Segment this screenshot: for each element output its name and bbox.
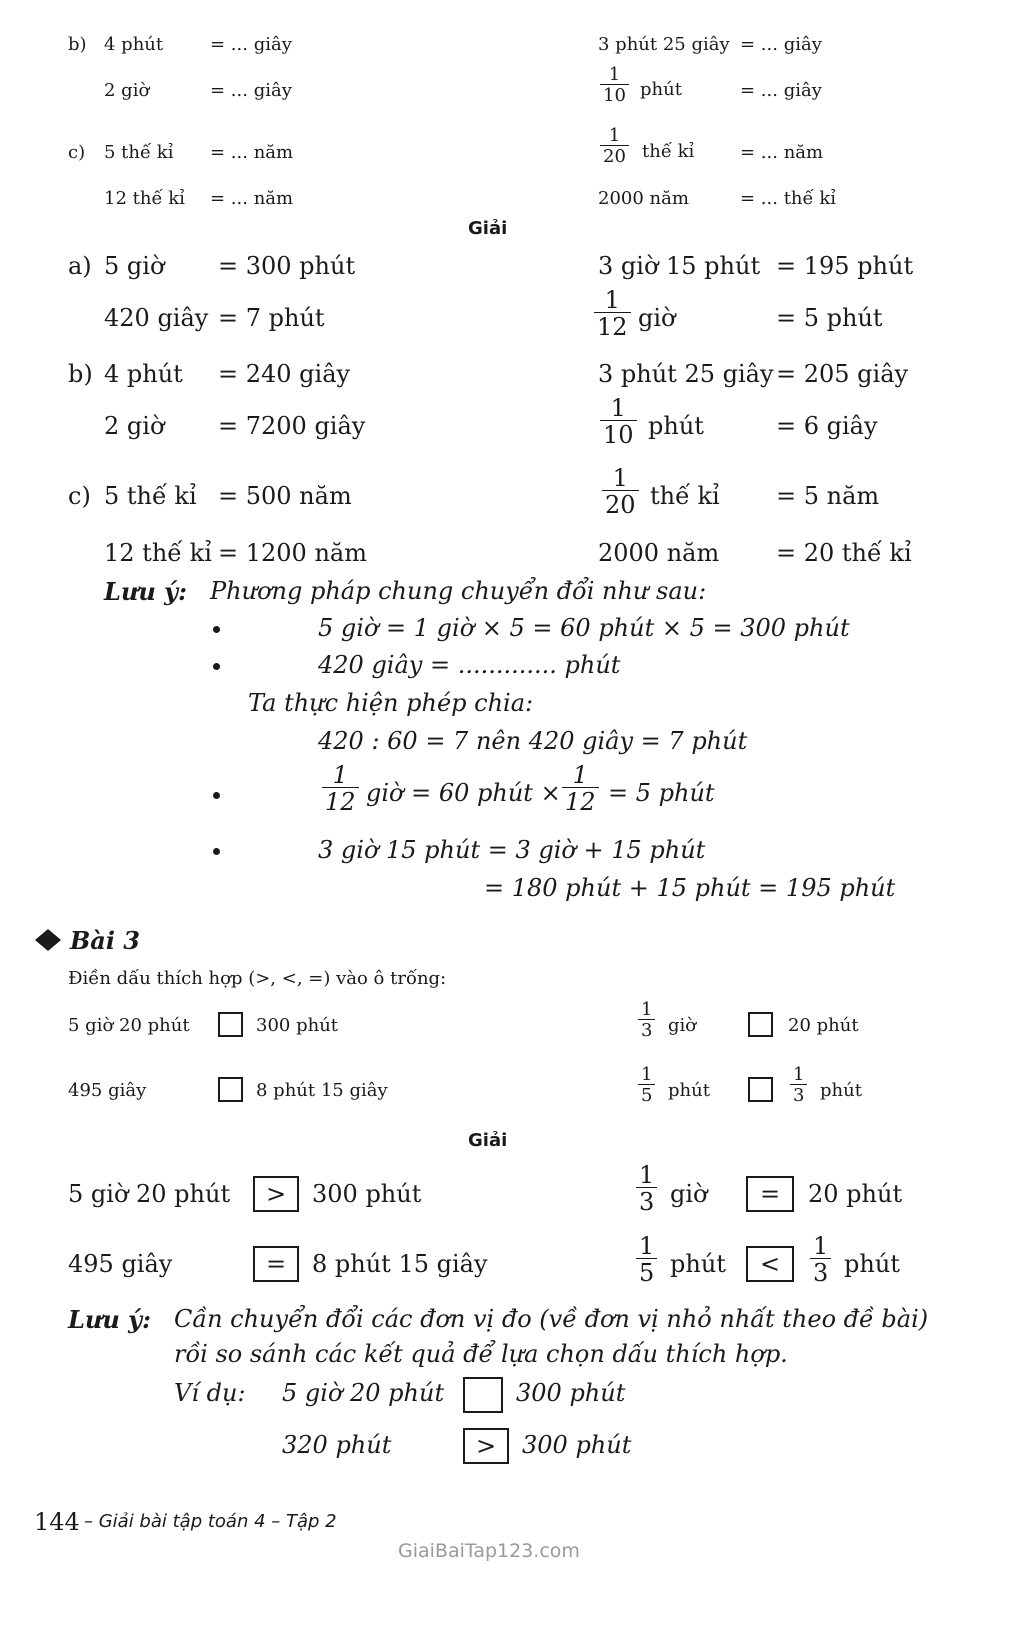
note-line: rồi so sánh các kết quả để lựa chọn dấu thích hợp. [174,1340,788,1368]
fraction [600,66,629,105]
book-title: – Giải bài tập toán 4 – Tập 2 [84,1511,337,1532]
answer-box[interactable]: > [253,1176,299,1212]
result: = 5 phút [776,304,883,332]
term: 12 thế kỉ [104,539,212,567]
label-b: b) [68,360,93,388]
fraction [810,1234,831,1285]
solution-heading: Giải [468,218,508,239]
result: = 7200 giây [218,412,366,440]
note-line: = 5 phút [608,779,715,807]
numerator: 1 [608,64,621,85]
denominator: 20 [602,490,639,517]
result: = 195 phút [776,252,914,280]
term: 8 phút 15 giây [256,1080,388,1101]
numerator: 1 [332,761,348,789]
term: 8 phút 15 giây [312,1250,488,1278]
answer-box[interactable]: = [746,1176,794,1212]
unit: phút [820,1080,862,1101]
term: 300 phút [256,1015,339,1036]
bullet-icon [213,792,220,799]
blank-eq: = ... năm [210,188,294,209]
denominator: 20 [600,145,629,166]
note-line: 5 giờ = 1 giờ × 5 = 60 phút × 5 = 300 phút [318,614,850,642]
blank-eq: = ... năm [740,142,824,163]
label-a: a) [68,252,92,280]
label-c: c) [68,482,91,510]
denominator: 5 [638,1084,655,1105]
note-line: = 180 phút + 15 phút = 195 phút [484,874,896,902]
note-line: Cần chuyển đổi các đơn vị đo (về đơn vị nhỏ nhất theo đề bài) [174,1305,929,1333]
answer-box[interactable]: > [463,1428,509,1464]
answer-box[interactable] [218,1012,243,1037]
blank-eq: = ... giây [210,80,292,101]
note-line: 3 giờ 15 phút = 3 giờ + 15 phút [318,836,706,864]
note-line: 420 : 60 = 7 nên 420 giây = 7 phút [318,727,748,755]
diamond-icon [34,928,62,952]
denominator: 12 [594,312,631,339]
denominator: 5 [636,1258,657,1285]
result: = 6 giây [776,412,878,440]
term: 5 giờ 20 phút [282,1379,445,1407]
label-b: b) [68,34,87,55]
unit: giờ [638,304,676,332]
unit: thế kỉ [642,141,695,162]
term: 495 giây [68,1250,173,1278]
denominator: 10 [600,420,637,447]
note-label: Lưu ý: [104,577,187,606]
numerator: 1 [610,394,626,422]
example-label: Ví dụ: [174,1379,246,1407]
note-label: Lưu ý: [68,1305,151,1334]
note-intro: Phương pháp chung chuyển đổi như sau: [210,577,707,605]
term: 3 giờ 15 phút [598,252,761,280]
bullet-icon [213,626,220,633]
term: 3 phút 25 giây [598,360,774,388]
numerator: 1 [639,1161,655,1189]
result: = 1200 năm [218,539,367,567]
term: 2 giờ [104,412,165,440]
page-number: 144 [34,1508,80,1536]
term: 4 phút [104,360,183,388]
fraction [638,1066,655,1105]
denominator: 3 [638,1019,655,1040]
answer-box[interactable] [748,1012,773,1037]
fraction [562,763,599,814]
numerator: 1 [572,761,588,789]
term: 320 phút [282,1431,392,1459]
result: = 240 giây [218,360,351,388]
answer-box[interactable] [463,1377,503,1413]
fraction [322,763,359,814]
denominator: 3 [790,1084,807,1105]
numerator: 1 [641,1064,653,1085]
blank-eq: = ... giây [740,80,822,101]
note-line: 420 giây = ............. phút [318,651,621,679]
fraction [594,288,631,339]
denominator: 3 [810,1258,831,1285]
result: = 20 thế kỉ [776,539,912,567]
unit: giờ [668,1015,697,1036]
unit: phút [670,1250,726,1278]
result: = 300 phút [218,252,356,280]
fraction [600,396,637,447]
term: 300 phút [312,1180,422,1208]
denominator: 3 [636,1187,657,1214]
fraction [600,127,629,166]
instruction: Điền dấu thích hợp (>, <, =) vào ô trống: [68,968,447,989]
term: 5 thế kỉ [104,482,197,510]
term: 12 thế kỉ [104,188,185,209]
term: 5 giờ 20 phút [68,1180,231,1208]
result: = 7 phút [218,304,325,332]
term: 4 phút [104,34,164,55]
answer-box[interactable] [748,1077,773,1102]
term: 300 phút [516,1379,626,1407]
unit: phút [668,1080,710,1101]
term: 2000 năm [598,539,720,567]
unit: giờ [670,1180,708,1208]
blank-eq: = ... năm [210,142,294,163]
term: 20 phút [808,1180,903,1208]
numerator: 1 [641,999,653,1020]
numerator: 1 [813,1232,829,1260]
numerator: 1 [793,1064,805,1085]
result: = 500 năm [218,482,352,510]
watermark: GiaiBaiTap123.com [398,1540,580,1562]
blank-eq: = ... thế kỉ [740,188,836,209]
denominator: 12 [322,787,359,814]
term: 5 giờ [104,252,165,280]
term: 300 phút [522,1431,632,1459]
fraction [636,1234,657,1285]
result: = 205 giây [776,360,909,388]
blank-eq: = ... giây [740,34,822,55]
term: 5 thế kỉ [104,142,174,163]
blank-eq: = ... giây [210,34,292,55]
unit: thế kỉ [650,482,720,510]
note-line: giờ = 60 phút × [366,779,561,807]
answer-box[interactable]: = [253,1246,299,1282]
numerator: 1 [604,286,620,314]
result: = 5 năm [776,482,880,510]
denominator: 12 [562,787,599,814]
bullet-icon [213,848,220,855]
term: 3 phút 25 giây [598,34,730,55]
note-line: Ta thực hiện phép chia: [248,689,534,717]
fraction [638,1001,655,1040]
term: 2 giờ [104,80,150,101]
unit: phút [640,79,682,100]
term: 495 giây [68,1080,147,1101]
fraction [602,466,639,517]
term: 20 phút [788,1015,859,1036]
term: 2000 năm [598,188,689,209]
answer-box[interactable] [218,1077,243,1102]
denominator: 10 [600,84,629,105]
unit: phút [648,412,704,440]
numerator: 1 [612,464,628,492]
term: 5 giờ 20 phút [68,1015,190,1036]
bullet-icon [213,663,220,670]
unit: phút [844,1250,900,1278]
fraction [790,1066,807,1105]
term: 420 giây [104,304,209,332]
fraction [636,1163,657,1214]
label-c: c) [68,142,86,163]
numerator: 1 [608,125,621,146]
answer-box[interactable]: < [746,1246,794,1282]
solution-heading: Giải [468,1130,508,1151]
numerator: 1 [639,1232,655,1260]
exercise-title: Bài 3 [70,926,141,955]
